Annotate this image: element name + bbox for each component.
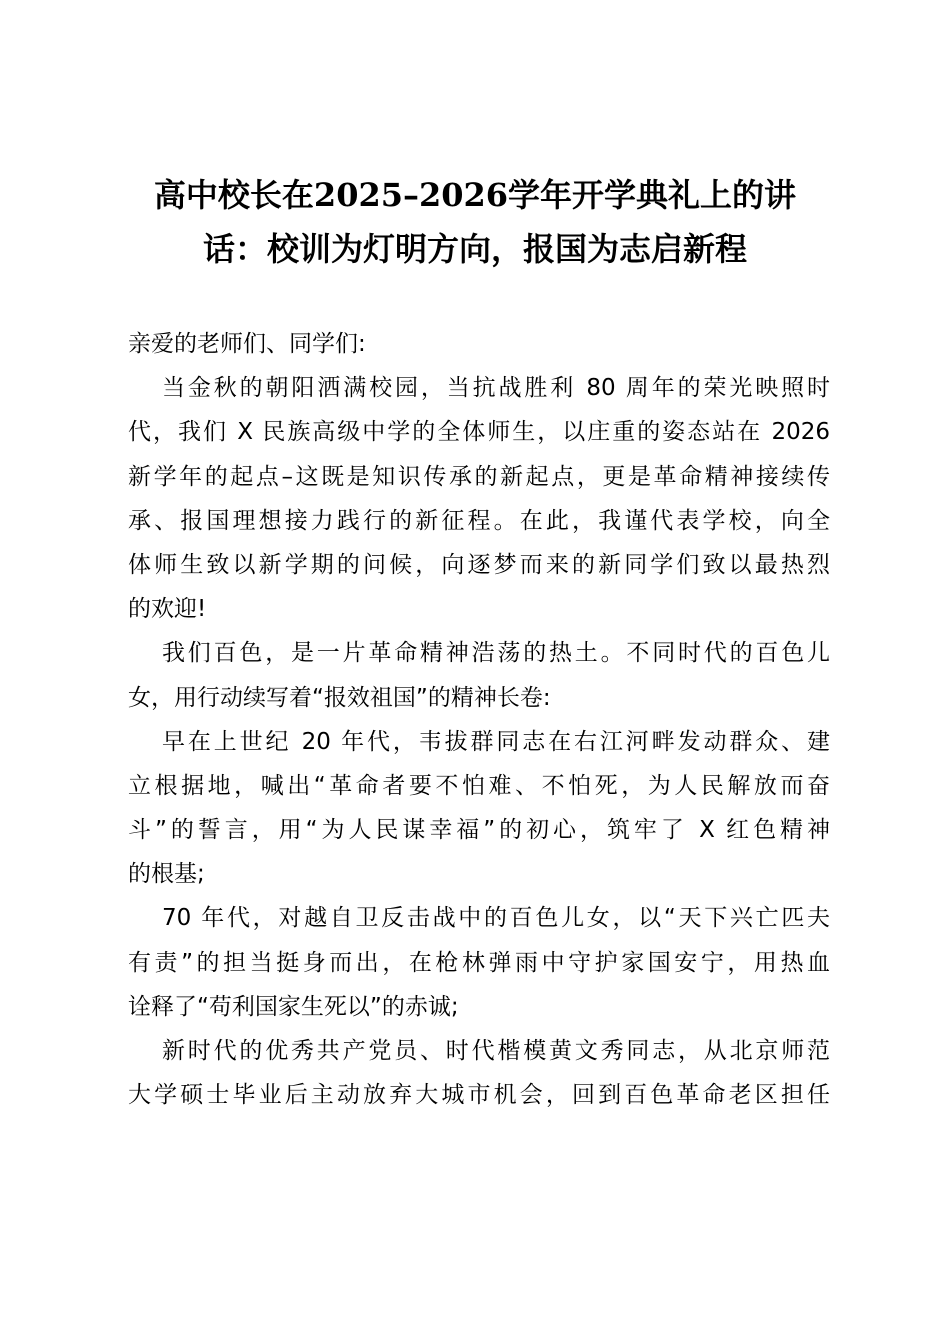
paragraph-line: 有责”的担当挺身而出，在枪林弹雨中守护家国安宁，用热血 xyxy=(128,949,830,976)
paragraph-line: 代，我们 X 民族高级中学的全体师生，以庄重的姿态站在 2026 xyxy=(128,419,830,446)
paragraph-line: 70 年代，对越自卫反击战中的百色儿女，以“天下兴亡匹夫 xyxy=(162,905,830,932)
title-line-2: 话：校训为灯明方向，报国为志启新程 xyxy=(202,230,747,268)
title-line-1: 高中校长在2025–2026学年开学典礼上的讲 xyxy=(153,176,797,214)
paragraph-line: 当金秋的朝阳洒满校园，当抗战胜利 80 周年的荣光映照时 xyxy=(162,375,830,402)
paragraph-2 xyxy=(128,631,830,719)
paragraph-line: 女，用行动续写着“报效祖国”的精神长卷: xyxy=(128,684,551,711)
document-body xyxy=(128,322,830,1117)
document-title xyxy=(120,168,830,276)
paragraph-line: 的根基; xyxy=(128,861,205,888)
paragraph-line: 承、报国理想接力践行的新征程。在此，我谨代表学校，向全 xyxy=(128,507,830,534)
paragraph-line: 早在上世纪 20 年代，韦拔群同志在右江河畔发动群众、建 xyxy=(162,728,830,755)
salutation: 亲爱的老师们、同学们: xyxy=(128,331,366,357)
paragraph-1 xyxy=(128,366,830,631)
paragraph-5 xyxy=(128,1029,830,1117)
paragraph-line: 我们百色，是一片革命精神浩荡的热土。不同时代的百色儿 xyxy=(162,640,830,667)
paragraph-4 xyxy=(128,896,830,1029)
paragraph-3 xyxy=(128,720,830,897)
paragraph-line: 新学年的起点–这既是知识传承的新起点，更是革命精神接续传 xyxy=(128,463,830,490)
paragraph-line: 新时代的优秀共产党员、时代楷模黄文秀同志，从北京师范 xyxy=(162,1038,830,1064)
paragraph-line: 立根据地，喊出“革命者要不怕难、不怕死，为人民解放而奋 xyxy=(128,772,830,799)
paragraph-line: 诠释了“苟利国家生死以”的赤诚; xyxy=(128,993,459,1020)
paragraph-line: 斗”的誓言，用“为人民谋幸福”的初心，筑牢了 X 红色精神 xyxy=(128,817,830,844)
paragraph-line: 大学硕士毕业后主动放弃大城市机会，回到百色革命老区担任 xyxy=(128,1082,830,1109)
paragraph-line: 体师生致以新学期的问候，向逐梦而来的新同学们致以最热烈 xyxy=(128,551,830,578)
paragraph-line: 的欢迎! xyxy=(128,596,207,623)
